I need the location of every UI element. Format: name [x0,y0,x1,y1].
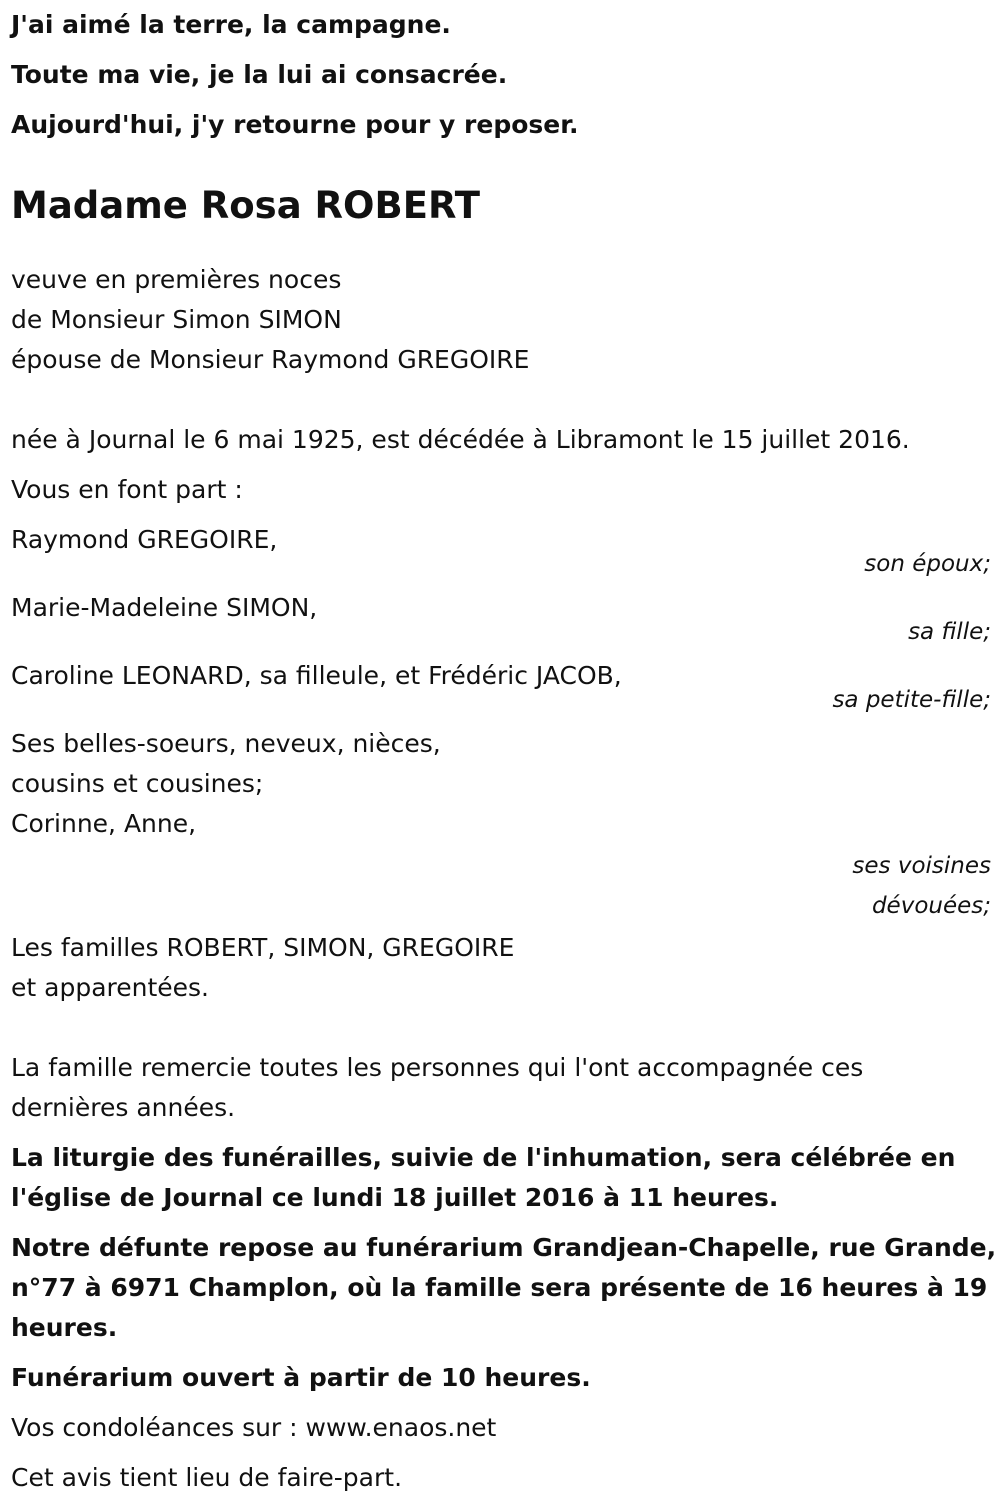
funerarium-hours: Funérarium ouvert à partir de 10 heures. [11,1363,591,1392]
verse-block [11,0,991,150]
family-entry [11,520,991,582]
family-member-relation: sa fille; [908,619,991,645]
neighbors-relation-line: ses voisines [852,853,991,879]
repose-block [11,1228,997,1348]
relatives-line: Ses belles-soeurs, neveux, nièces, [11,729,441,758]
liturgy-block [11,1138,991,1218]
repose-line: n°77 à 6971 Champlon, où la famille sera présente de 16 heures à 19 [11,1273,988,1302]
family-member-relation: son époux; [864,551,991,577]
neighbors-relation [11,846,991,926]
closing-text: Cet avis tient lieu de faire-part. [11,1463,403,1492]
family-member-relation: sa petite-fille; [832,687,991,713]
family-member-name: Caroline LEONARD, sa filleule, et Frédéric JACOB, [11,661,622,690]
condolences-text: Vos condoléances sur : www.enaos.net [11,1413,497,1442]
families-block [11,928,991,1008]
relatives-line: cousins et cousines; [11,769,264,798]
families-line: Les familles ROBERT, SIMON, GREGOIRE [11,933,515,962]
repose-line: heures. [11,1313,118,1342]
marital-line: épouse de Monsieur Raymond GREGOIRE [11,345,530,374]
marital-line: de Monsieur Simon SIMON [11,305,342,334]
family-entry [11,656,991,718]
thanks-block [11,1048,991,1128]
verse-line: Toute ma vie, je la lui ai consacrée. [11,60,508,89]
family-member-name: Raymond GREGOIRE, [11,525,278,554]
family-entry [11,588,991,650]
relatives-block [11,724,991,926]
thanks-line: dernières années. [11,1093,236,1122]
families-line: et apparentées. [11,973,209,1002]
deceased-name: Madame Rosa ROBERT [11,184,481,227]
family-member-name: Marie-Madeleine SIMON, [11,593,318,622]
verse-line: Aujourd'hui, j'y retourne pour y reposer. [11,110,579,139]
thanks-line: La famille remercie toutes les personnes qui l'ont accompagnée ces [11,1053,864,1082]
repose-line: Notre défunte repose au funérarium Grandjean-Chapelle, rue Grande, [11,1233,997,1262]
marital-status-block [11,260,991,380]
family-list [11,520,991,718]
birth-death-text: née à Journal le 6 mai 1925, est décédée à Libramont le 15 juillet 2016. [11,425,910,454]
verse-line: J'ai aimé la terre, la campagne. [11,10,451,39]
relatives-line: Corinne, Anne, [11,809,197,838]
obituary-notice [11,0,997,1498]
liturgy-line: La liturgie des funérailles, suivie de l'inhumation, sera célébrée en [11,1143,956,1172]
neighbors-relation-line: dévouées; [871,893,991,919]
marital-line: veuve en premières noces [11,265,342,294]
liturgy-line: l'église de Journal ce lundi 18 juillet 2016 à 11 heures. [11,1183,779,1212]
announce-intro: Vous en font part : [11,475,243,504]
